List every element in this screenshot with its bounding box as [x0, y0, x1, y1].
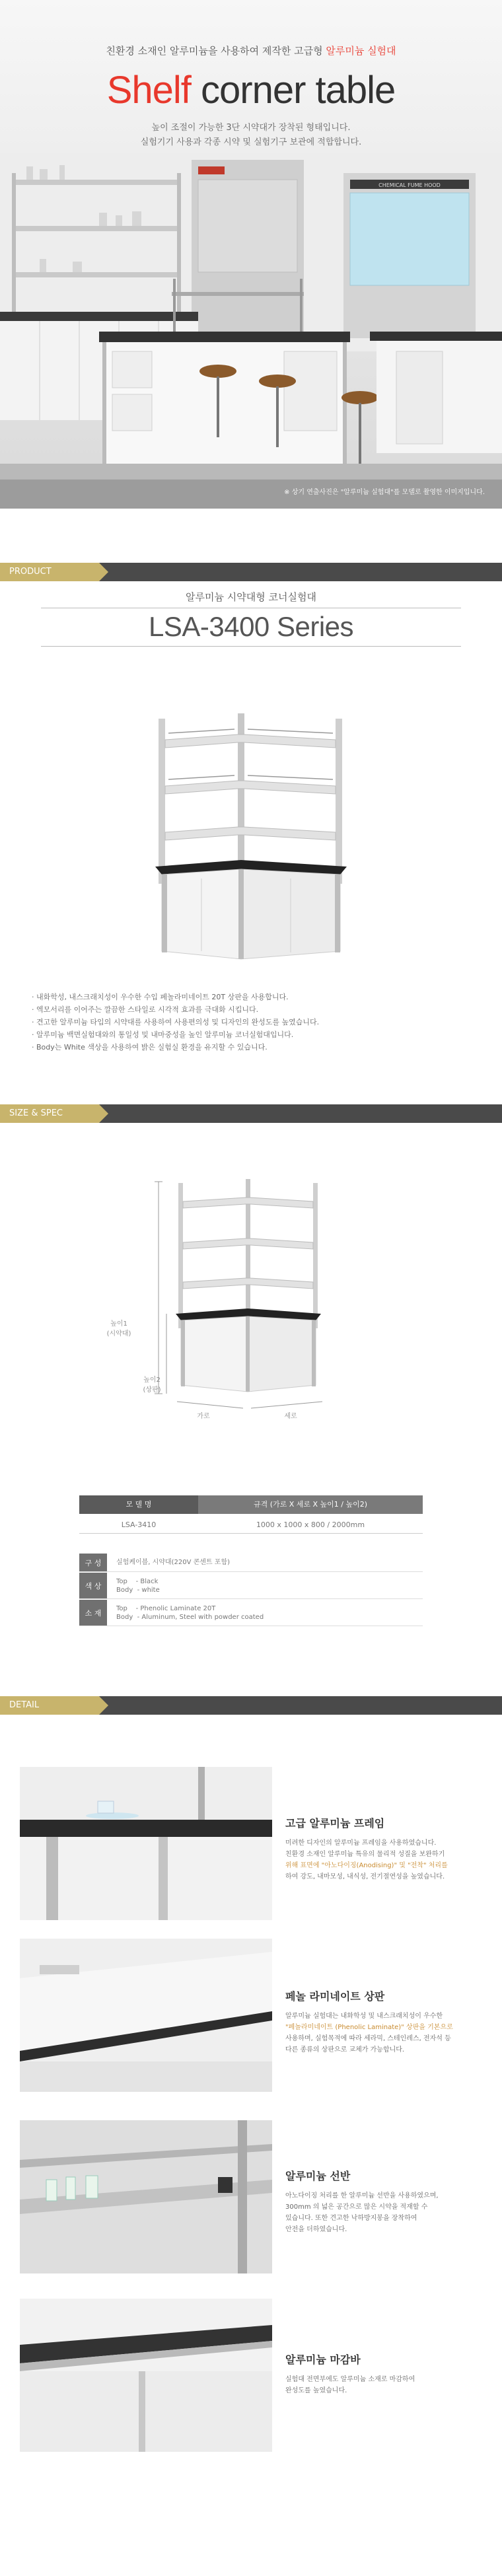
- detail-edge-bar-photo: [20, 2299, 272, 2452]
- hero-tagline-text: 친환경 소재인 알루미늄을 사용하여 제작한 고급형: [106, 45, 326, 57]
- spec-section-bar: [0, 1104, 502, 1123]
- feature-item: · 내화학성, 내스크래치성이 우수한 수입 페놀라미네이트 20T 상판을 사용합니다.: [32, 991, 468, 1003]
- detail-frame-photo: [20, 1767, 272, 1920]
- hero-tagline: [0, 44, 502, 57]
- spec-material-top: Top - Phenolic Laminate 20T: [116, 1604, 216, 1612]
- hero-photo-note: ※ 상기 연출사진은 "알루미늄 실험대"를 모델로 촬영한 이미지입니다.: [284, 489, 485, 496]
- spec-composition-row: [79, 1554, 423, 1572]
- width-label: 가로: [197, 1413, 210, 1420]
- height-dimension-lines: [126, 1179, 172, 1400]
- detail-1-line: 미려한 디자인의 알루미늄 프레임을 사용하였습니다.: [285, 1840, 437, 1847]
- detail-2-line: 사용하며, 실험목적에 따라 세라믹, 스테인레스, 전자석 등: [285, 2035, 451, 2042]
- product-title-rule-bottom: [41, 646, 461, 647]
- product-section-bar: [0, 563, 502, 581]
- height-table-label: 높이2 (상판): [143, 1377, 161, 1394]
- spec-header-size: 규격 (가로 X 세로 X 높이1 / 높이2): [198, 1495, 423, 1514]
- hero-tagline-accent: 알루미늄 실험대: [326, 45, 396, 57]
- detail-3-line: 있습니다. 또한 견고한 낙하방지봉을 장착하여: [285, 2215, 417, 2222]
- spec-color-top: Top - Black: [116, 1577, 159, 1585]
- spec-size-value: 1000 x 1000 x 800 / 2000mm: [256, 1521, 365, 1529]
- spec-model-value: LSA-3410: [121, 1521, 157, 1529]
- detail-1-line: 친환경 소재인 알루미늄 특유의 물리적 성질을 보완하기: [285, 1851, 445, 1858]
- detail-2-line: 알루미늄 실험대는 내화학성 및 내스크래치성이 우수한: [285, 2013, 443, 2020]
- feature-item: · 알루미늄 백면실험대와의 통일성 및 내마중성을 높인 알루미늄 코너실험대입니다.: [32, 1028, 468, 1041]
- detail-3-line: 안전을 더하였습니다.: [285, 2226, 347, 2233]
- product-title: LSA-3400 Series: [148, 611, 354, 642]
- detail-3-line: 300mm 의 넓은 공간으로 많은 시약을 적재할 수: [285, 2203, 428, 2211]
- detail-4-title: 알루미늄 마감바: [285, 2353, 361, 2366]
- product-section-label: PRODUCT: [0, 563, 99, 581]
- spec-section-label: SIZE & SPEC: [0, 1104, 99, 1123]
- detail-3-title: 알루미늄 선반: [285, 2170, 351, 2182]
- detail-4-text: [285, 2374, 484, 2396]
- detail-3-text: [285, 2190, 484, 2235]
- detail-4-line: 실험대 전면부에도 알루미늄 소재로 마감하여: [285, 2376, 415, 2383]
- height-total-label: 높이1 (시약대): [106, 1320, 131, 1338]
- feature-item: · 엑모서리를 이어주는 깔끔한 스타일로 시각적 효과를 극대화 시킵니다.: [32, 1003, 468, 1016]
- detail-1-text: [285, 1838, 484, 1882]
- hero-lab-photo: [0, 153, 502, 509]
- spec-color-label: 색 상: [79, 1573, 107, 1598]
- spec-color-row: [79, 1573, 423, 1599]
- spec-material-label: 소 재: [79, 1600, 107, 1626]
- detail-2-line: "페놀라미네이트 (Phenolic Laminate)" 상판을 기본으로: [285, 2024, 453, 2031]
- spec-color-body: Body - white: [116, 1586, 160, 1594]
- hero-title-accent: Shelf: [106, 69, 191, 112]
- detail-1-title: 고급 알루미늄 프레임: [285, 1817, 385, 1830]
- detail-2-text: [285, 2011, 484, 2056]
- hood-label: CHEMICAL FUME HOOD: [378, 182, 441, 188]
- detail-2-line: 다른 종류의 상판으로 교체가 가능합니다.: [285, 2046, 405, 2054]
- hero-title: [0, 71, 502, 110]
- product-feature-list: [32, 991, 468, 1054]
- hero-title-rest: corner table: [190, 69, 396, 112]
- feature-item: · 견고한 알루미늄 타입의 시약대를 사용하여 사용편의성 및 디자인의 완성도를 높였습니다.: [32, 1016, 468, 1028]
- spec-material-row: [79, 1600, 423, 1626]
- detail-2-title: 페놀 라미네이트 상판: [285, 1990, 385, 2003]
- spec-table-row: [79, 1517, 423, 1534]
- dimension-drawing: [172, 1179, 330, 1397]
- spec-table-header: [79, 1495, 423, 1514]
- detail-1-line: 하여 강도, 내마모성, 내식성, 전기절연성을 높였습니다.: [285, 1873, 445, 1880]
- detail-section-bar: [0, 1696, 502, 1715]
- detail-section-label: DETAIL: [0, 1696, 99, 1715]
- spec-header-model: 모 델 명: [79, 1495, 198, 1514]
- hero-description-line1: 높이 조절이 가능한 3단 시약대가 장착된 형태입니다.: [151, 123, 351, 133]
- detail-3-line: 아노다이징 처리를 한 알루미늄 선반을 사용하였으며,: [285, 2192, 439, 2200]
- detail-shelf-photo: [20, 2120, 272, 2273]
- hero-description-line2: 실험기기 사용과 각종 시약 및 실험기구 보관에 적합합니다.: [140, 137, 362, 147]
- detail-4-line: 완성도를 높였습니다.: [285, 2387, 347, 2394]
- spec-composition-value: 실험케이블, 시약대(220V 콘센트 포함): [116, 1559, 231, 1566]
- feature-item: · Body는 White 색상을 사용하여 밝은 실험실 환경을 유지할 수 있습니다.: [32, 1041, 468, 1054]
- depth-label: 세로: [284, 1413, 297, 1420]
- detail-1-line: 위해 표면에 "아노다이징(Anodising)" 및 "전착" 처리를: [285, 1862, 448, 1869]
- spec-material-body: Body - Aluminum, Steel with powder coated: [116, 1613, 264, 1621]
- product-subtitle: 알루미늄 시약대형 코너실험대: [186, 591, 316, 603]
- product-corner-table-image: [145, 713, 357, 964]
- spec-composition-label: 구 성: [79, 1554, 107, 1571]
- hero-banner: [0, 0, 502, 509]
- detail-laminate-photo: [20, 1939, 272, 2092]
